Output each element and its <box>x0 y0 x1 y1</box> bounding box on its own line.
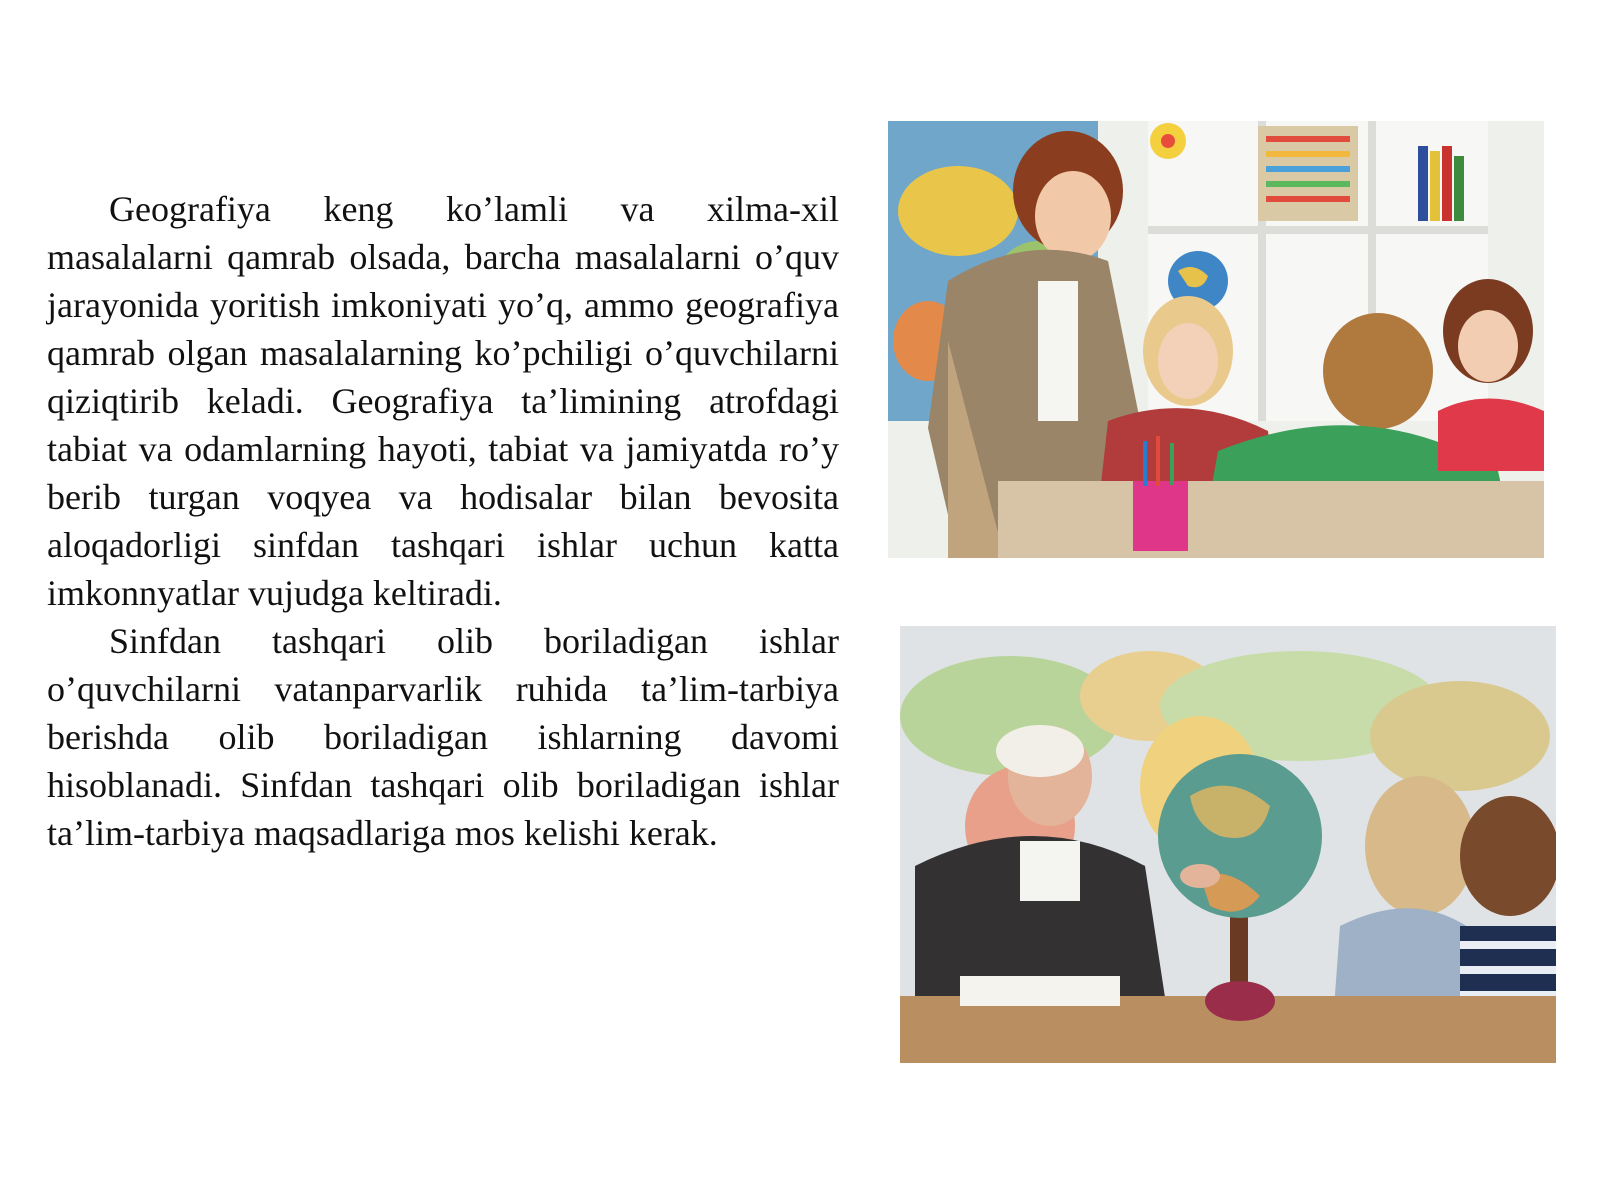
paragraph-1: Geografiya keng ko’lamli va xilma-xil masalalarni qamrab olsada, barcha masalalarni o’quv jarayonida yoritish imkoniyati yo’q, ammo geografiya qamrab olgan masalalarning ko’pchiligi o’quvchilarni qiziqtirib keladi. Geografiya ta’limining atrofdagi tabiat va odamlarning hayoti, tabiat va jamiyatda ro’y berib turgan voqyea va hodisalar bilan bevosita aloqadorligi sinfdan tashqari ishlar uchun katta imkonnyatlar vujudga keltiradi. <box>47 189 839 613</box>
classroom-teacher-photo <box>888 121 1544 558</box>
teacher-globe-photo <box>900 626 1556 1063</box>
paragraph-2: Sinfdan tashqari olib boriladigan ishlar o’quvchilarni vatanparvarlik ruhida ta’lim-tarbiya berishda olib boriladigan ishlarning davomi hisoblanadi. Sinfdan tashqari olib boriladigan ishlar ta’lim-tarbiya maqsadlariga mos kelishi kerak. <box>47 621 839 853</box>
body-text <box>47 185 839 857</box>
